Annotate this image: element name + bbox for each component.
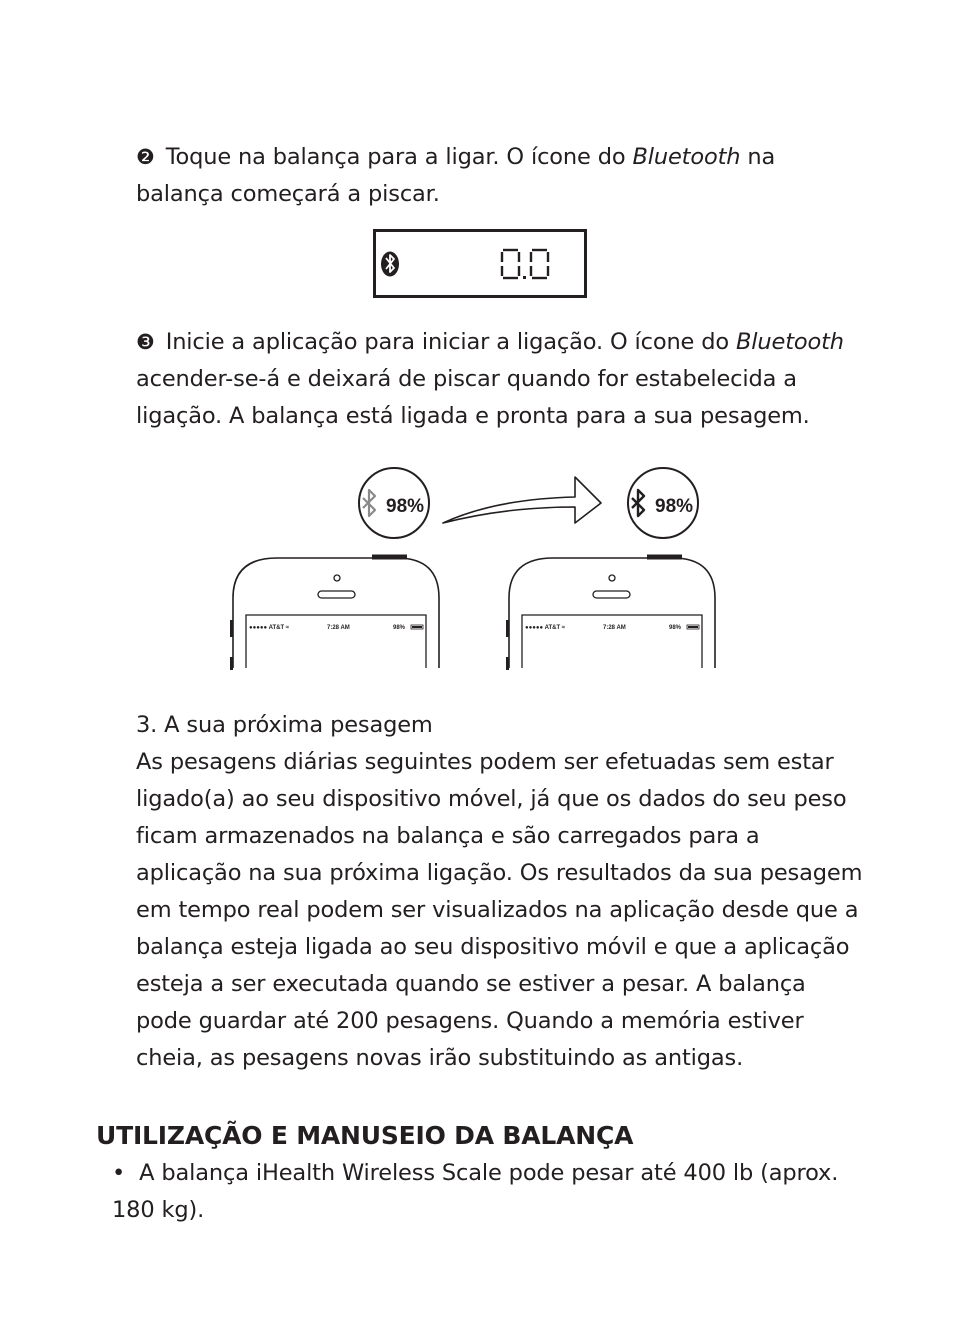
phones-connection-illustration — [225, 465, 725, 670]
section-3-body: As pesagens diárias seguintes podem ser efetuadas sem estar ligado(a) ao seu dispositivo móvel, já que os dados do seu peso ficam armazenados na balança e são carregados para a aplicação na sua próxima ligação. Os resultados da sua pesagem em tempo real podem ser visualizados na aplicação desde que a balança esteja ligada ao seu dispositivo móvil e que a aplicação esteja a ser executada quando se estiver a pesar. A balança pode guardar até 200 pesagens. Quando a memória estiver cheia, as pesagens novas irão substituindo as antigas. — [136, 749, 863, 1071]
step-3-bluetooth-term: Bluetooth — [736, 329, 844, 355]
step-2-text-after: na balança começará a piscar. — [136, 144, 776, 207]
usage-bullet — [112, 1155, 852, 1229]
step-2-bluetooth-term: Bluetooth — [632, 144, 741, 170]
bluetooth-icon — [381, 252, 399, 277]
bullet-text: A balança iHealth Wireless Scale pode pesar até 400 lb (aprox. 180 kg). — [112, 1160, 839, 1223]
step-2-number: ❷ — [136, 145, 155, 169]
status-battery-right: 98% — [669, 625, 682, 631]
usage-heading: UTILIZAÇÃO E MANUSEIO DA BALANÇA — [96, 1121, 634, 1150]
step-3-text-after: acender-se-á e deixará de piscar quando for estabelecida a ligação. A balança está ligada e pronta para a sua pesagem. — [136, 366, 810, 429]
step-3-text-before: Inicie a aplicação para iniciar a ligação. O ícone do — [165, 329, 737, 355]
step-3-number: ❸ — [136, 330, 155, 354]
phone-left — [230, 468, 439, 670]
phone-right — [506, 468, 715, 670]
scale-display-illustration — [373, 229, 587, 299]
step-2-paragraph — [136, 139, 866, 213]
step-2-text-before: Toque na balança para a ligar. O ícone do — [165, 144, 633, 170]
step-3-paragraph — [136, 324, 866, 435]
status-battery-left: 98% — [393, 625, 406, 631]
battery-label-left: 98% — [386, 496, 425, 517]
status-carrier-left: ●●●●● AT&T ≈ — [249, 625, 290, 631]
status-time-left: 7:28 AM — [327, 625, 350, 631]
bullet-mark: • — [112, 1160, 126, 1186]
battery-label-right: 98% — [655, 496, 694, 517]
status-time-right: 7:28 AM — [603, 625, 626, 631]
section-3-title: 3. A sua próxima pesagem — [136, 712, 433, 738]
next-weighing-section — [136, 707, 866, 1077]
arrow-right-icon — [443, 477, 601, 523]
status-carrier-right: ●●●●● AT&T ≈ — [525, 625, 566, 631]
